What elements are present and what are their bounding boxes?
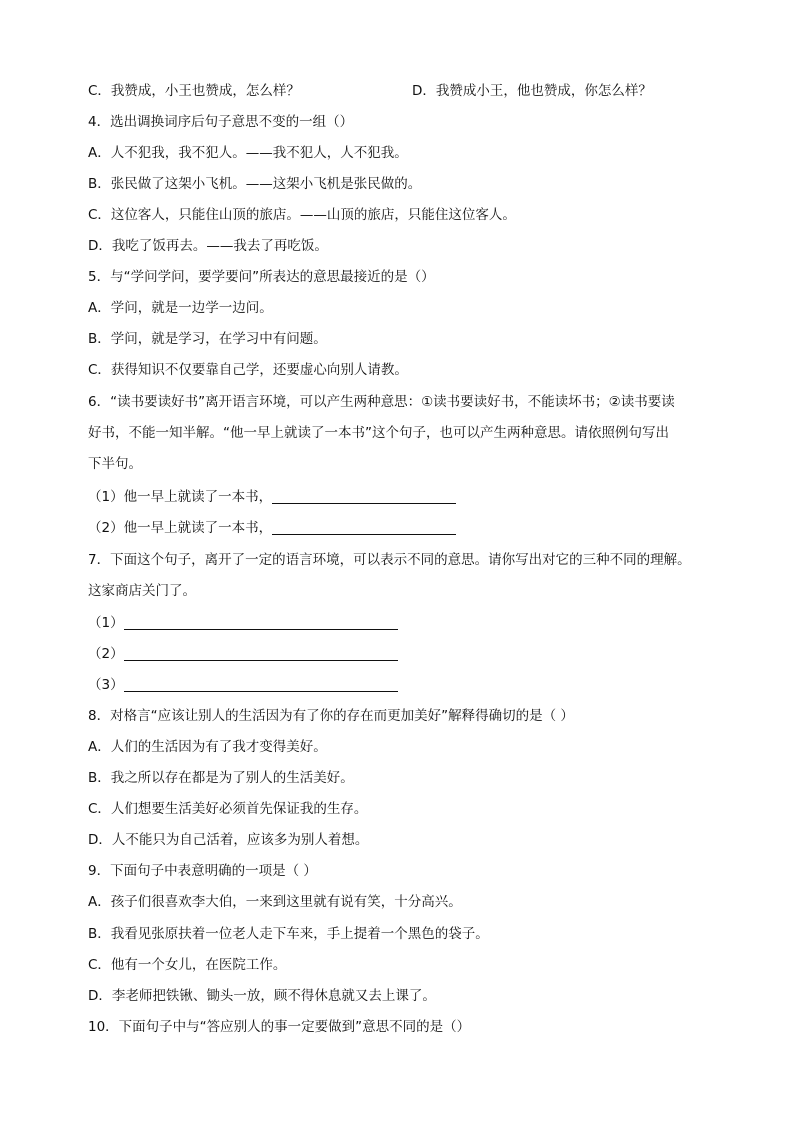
q7-item-2-label: （2）	[88, 646, 124, 662]
q6-item-2-blank[interactable]	[272, 520, 456, 535]
q3-option-d: D．我赞成小王，他也赞成，你怎么样？	[412, 83, 652, 99]
q10-stem: 10．下面句子中与“答应别人的事一定要做到”意思不同的是（）	[88, 1019, 471, 1035]
q6-item-1-text: （1）他一早上就读了一本书，	[88, 489, 273, 505]
q9-option-c: C．他有一个女儿，在医院工作。	[88, 957, 287, 973]
q4-stem: 4．选出调换词序后句子意思不变的一组（）	[88, 114, 354, 130]
q4-option-c: C．这位客人，只能住山顶的旅店。——山顶的旅店，只能住这位客人。	[88, 207, 516, 223]
q4-option-d: D．我吃了饭再去。——我去了再吃饭。	[88, 238, 328, 254]
q8-stem: 8．对格言“应该让别人的生活因为有了你的存在而更加美好”解释得确切的是（ ）	[88, 708, 574, 724]
q5-option-c: C．获得知识不仅要靠自己学，还要虚心向别人请教。	[88, 362, 408, 378]
q8-option-d: D．人不能只为自己活着，应该多为别人着想。	[88, 832, 369, 848]
q6-stem-line3: 下半句。	[88, 456, 142, 472]
q7-item-3-blank[interactable]	[124, 677, 398, 692]
q7-item-3	[88, 676, 398, 694]
q4-option-b: B．张民做了这架小飞机。——这架小飞机是张民做的。	[88, 176, 422, 192]
q6-item-2	[88, 519, 456, 537]
q8-option-a: A．人们的生活因为有了我才变得美好。	[88, 739, 327, 755]
q7-item-1-blank[interactable]	[124, 615, 398, 630]
q7-item-1	[88, 614, 398, 632]
q8-option-c: C．人们想要生活美好必须首先保证我的生存。	[88, 801, 368, 817]
q5-stem: 5．与“学问学问，要学要问”所表达的意思最接近的是（）	[88, 269, 435, 285]
q6-stem-line1: 6．“读书要读好书”离开语言环境，可以产生两种意思：①读书要读好书，不能读坏书；②读书要读	[88, 394, 675, 410]
q4-option-a: A．人不犯我，我不犯人。——我不犯人，人不犯我。	[88, 145, 408, 161]
q7-stem-line2: 这家商店关门了。	[88, 583, 196, 599]
q7-stem-line1: 7．下面这个句子，离开了一定的语言环境，可以表示不同的意思。请你写出对它的三种不同的理解。	[88, 552, 691, 568]
q5-option-b: B．学问，就是学习，在学习中有问题。	[88, 331, 327, 347]
q7-item-2	[88, 645, 398, 663]
q7-item-3-label: （3）	[88, 677, 124, 693]
q6-item-2-text: （2）他一早上就读了一本书，	[88, 520, 273, 536]
q9-option-d: D．李老师把铁锹、锄头一放，顾不得休息就又去上课了。	[88, 988, 436, 1004]
q8-option-b: B．我之所以存在都是为了别人的生活美好。	[88, 770, 354, 786]
q7-item-2-blank[interactable]	[124, 646, 398, 661]
q3-option-c: C．我赞成，小王也赞成，怎么样？	[88, 83, 300, 99]
q6-stem-line2: 好书，不能一知半解。“他一早上就读了一本书”这个句子，也可以产生两种意思。请依照例句写出	[88, 425, 669, 441]
q9-option-b: B．我看见张原扶着一位老人走下车来，手上提着一个黑色的袋子。	[88, 926, 489, 942]
q6-item-1	[88, 488, 456, 506]
q6-item-1-blank[interactable]	[272, 489, 456, 504]
q7-item-1-label: （1）	[88, 615, 124, 631]
q9-option-a: A．孩子们很喜欢李大伯，一来到这里就有说有笑，十分高兴。	[88, 894, 462, 910]
q5-option-a: A．学问，就是一边学一边问。	[88, 300, 273, 316]
q9-stem: 9．下面句子中表意明确的一项是（ ）	[88, 863, 317, 879]
